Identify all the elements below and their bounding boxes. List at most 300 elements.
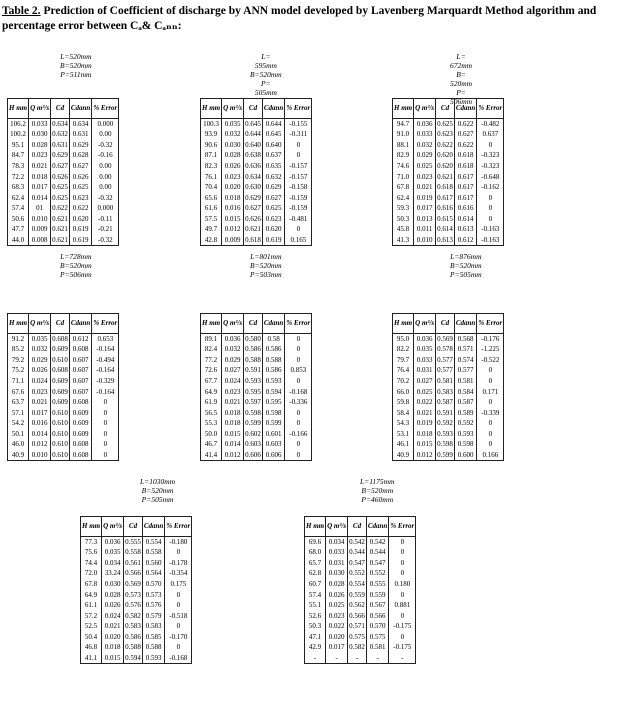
table-row: [201, 214, 312, 225]
table-cell: 53.1: [393, 429, 414, 440]
table-cell: 0.034: [102, 558, 124, 569]
table-cell: 0.606: [262, 450, 284, 461]
table-cell: 0.587: [437, 398, 453, 407]
table-cell: 0.629: [69, 140, 91, 151]
table-cell: 0: [389, 568, 416, 579]
table-cell: 0.635: [262, 161, 284, 172]
table-cell: 0.614: [437, 225, 453, 234]
table-row: [305, 642, 416, 653]
table-cell: 0.583: [437, 387, 453, 396]
table-cell: 0.018: [29, 171, 51, 182]
table-cell: 87.1: [201, 150, 222, 161]
table-row: [201, 193, 312, 204]
table-cell: 0.598: [454, 439, 476, 450]
geometry-parameter: B=520mm: [60, 61, 92, 70]
table-cell: 0.022: [414, 397, 436, 408]
table-cell: 0.609: [52, 345, 68, 354]
geometry-parameter: L=728mm: [60, 252, 92, 261]
table-cell: 0.544: [349, 548, 365, 557]
table-row: [8, 429, 119, 440]
table-cell: 0.617: [454, 171, 476, 182]
table-cell: 0.592: [437, 419, 453, 428]
table-cell: 0.033: [29, 119, 51, 130]
table-cell: 0.542: [366, 537, 388, 548]
table-cell: 0.554: [349, 579, 365, 588]
table-row: [201, 386, 312, 397]
table-cell: 0.619: [69, 224, 91, 235]
table-row: [305, 579, 416, 590]
table-cell: 0.00: [92, 182, 119, 193]
table-cell: 0.010: [414, 235, 436, 246]
table-cell: 0.570: [366, 621, 388, 632]
table-row: [393, 429, 504, 440]
table-cell: -1.225: [477, 344, 504, 355]
table-cell: 0.629: [262, 182, 284, 193]
table-cell: 0: [165, 547, 192, 558]
table-cell: 0.622: [52, 204, 68, 213]
table-cell: 50.3: [393, 214, 414, 225]
table-cell: 0.023: [29, 386, 51, 397]
table-cell: 0.587: [454, 397, 476, 408]
table-cell: 55.3: [201, 418, 222, 429]
table-row: [8, 450, 119, 461]
table-cell: 0: [285, 344, 312, 355]
table-cell: 0.025: [414, 161, 436, 172]
table-row: [8, 365, 119, 376]
table-cell: 0.625: [52, 183, 68, 192]
geometry-parameter: P=506mm: [60, 270, 92, 279]
table-cell: 0.028: [29, 140, 51, 151]
table-cell: 0.033: [326, 547, 348, 558]
table-cell: 0.853: [285, 365, 312, 376]
table-cell: 61.6: [201, 203, 222, 214]
table-cell: 0.028: [102, 589, 124, 600]
table-cell: 61.1: [81, 600, 102, 611]
column-header: Q m³/s: [29, 99, 51, 119]
table-row: [393, 182, 504, 193]
table-cell: 0: [92, 397, 119, 408]
column-header: Cdann: [69, 99, 91, 119]
table-cell: 100.2: [8, 129, 29, 140]
table-cell: 0: [285, 140, 312, 151]
table-row: [305, 558, 416, 569]
table-cell: 0.593: [245, 376, 261, 385]
table-cell: 90.6: [201, 140, 222, 151]
table-cell: 72.2: [8, 171, 29, 182]
table-cell: 0: [165, 600, 192, 611]
column-header: Cd: [244, 99, 263, 119]
table-cell: 0.608: [69, 450, 91, 461]
table-cell: -0.481: [285, 214, 312, 225]
table-cell: 0.581: [366, 642, 388, 653]
table-cell: 0.618: [245, 235, 261, 244]
table-row: [201, 129, 312, 140]
table-cell: 75.6: [81, 547, 102, 558]
table-cell: 0.627: [262, 193, 284, 204]
table-cell: 0.621: [52, 214, 68, 223]
table-row: [393, 171, 504, 182]
table-cell: 0.028: [222, 150, 244, 161]
table-cell: 77.3: [81, 537, 102, 548]
table-cell: 0: [477, 193, 504, 204]
table-cell: 56.5: [201, 408, 222, 419]
column-header: Cdann: [262, 99, 284, 119]
table-cell: 0.554: [142, 537, 164, 548]
table-row: [305, 600, 416, 611]
table-cell: -0.323: [477, 161, 504, 172]
table-cell: 0.609: [52, 376, 68, 385]
table-cell: 0.569: [437, 334, 453, 343]
table-cell: 0.555: [125, 537, 141, 546]
column-header: Cd: [51, 99, 70, 119]
table-cell: 0.032: [29, 344, 51, 355]
table-cell: 0: [477, 397, 504, 408]
table-cell: -: [305, 653, 326, 664]
table-cell: 0.621: [52, 235, 68, 244]
table-cell: 0: [389, 589, 416, 600]
table-cell: 59.3: [393, 203, 414, 214]
table-cell: 0.632: [52, 130, 68, 139]
column-header: Cd: [436, 99, 455, 119]
table-cell: 46.7: [201, 439, 222, 450]
geometry-parameters: [60, 252, 92, 279]
table-cell: 0.578: [437, 345, 453, 354]
table-cell: -0.178: [165, 558, 192, 569]
table-cell: 0.588: [262, 355, 284, 366]
table-cell: 46.1: [393, 439, 414, 450]
table-cell: 0.559: [349, 590, 365, 599]
table-row: [393, 365, 504, 376]
table-row: [201, 140, 312, 151]
column-header: Cd: [244, 314, 263, 334]
table-cell: 0.609: [69, 418, 91, 429]
table-cell: 0.593: [142, 653, 164, 664]
table-cell: 46.0: [8, 439, 29, 450]
geometry-parameters: [60, 52, 92, 79]
table-cell: 0.574: [454, 355, 476, 366]
table-cell: 76.4: [393, 365, 414, 376]
table-cell: -0.339: [477, 408, 504, 419]
table-row: [81, 579, 192, 590]
table-cell: 0.625: [437, 119, 453, 128]
table-cell: 0.588: [125, 643, 141, 652]
table-row: [81, 600, 192, 611]
table-row: [393, 150, 504, 161]
table-cell: 33.24: [102, 568, 124, 579]
table-cell: 65.6: [201, 193, 222, 204]
table-row: [81, 558, 192, 569]
table-row: [305, 653, 416, 664]
geometry-parameter: L=1030mm: [140, 477, 176, 486]
table-cell: 42.9: [305, 642, 326, 653]
table-cell: 0.016: [29, 418, 51, 429]
table-cell: 0: [285, 408, 312, 419]
table-cell: 0.629: [52, 151, 68, 160]
table-cell: 0.610: [52, 355, 68, 364]
table-cell: 0.024: [222, 376, 244, 387]
table-cell: 0: [285, 224, 312, 235]
table-cell: 40.9: [8, 450, 29, 461]
results-table: [392, 313, 504, 461]
table-cell: 0.00: [92, 161, 119, 172]
geometry-parameters: [250, 252, 282, 279]
table-cell: 0.018: [222, 193, 244, 204]
column-header: % Error: [165, 517, 192, 537]
table-row: [81, 642, 192, 653]
table-row: [8, 344, 119, 355]
table-cell: 0.637: [477, 129, 504, 140]
table-cell: 0: [389, 547, 416, 558]
table-cell: 0.566: [349, 611, 365, 620]
table-cell: 0.561: [125, 558, 141, 567]
table-cell: 0.035: [222, 119, 244, 130]
table-cell: -0.175: [389, 621, 416, 632]
table-cell: 0.598: [262, 408, 284, 419]
table-row: [8, 129, 119, 140]
table-cell: 0: [92, 450, 119, 461]
table-header-row: [81, 517, 192, 537]
table-cell: 47.1: [305, 632, 326, 643]
table-cell: 45.8: [393, 224, 414, 235]
table-cell: 60.7: [305, 579, 326, 590]
table-cell: -0.32: [92, 235, 119, 246]
table-cell: 95.1: [8, 140, 29, 151]
table-cell: 0.026: [222, 161, 244, 172]
table-cell: 0.622: [437, 140, 453, 149]
table-cell: 0.012: [29, 439, 51, 450]
table-cell: -0.175: [389, 642, 416, 653]
table-cell: 52.6: [305, 611, 326, 622]
table-row: [8, 439, 119, 450]
column-header: Q m³/s: [414, 99, 436, 119]
table-cell: 0.012: [414, 450, 436, 461]
table-row: [393, 439, 504, 450]
table-cell: 0.621: [245, 225, 261, 234]
table-header-row: [305, 517, 416, 537]
column-header: % Error: [389, 517, 416, 537]
table-cell: 0.634: [245, 172, 261, 181]
geometry-parameter: B=520mm: [450, 261, 482, 270]
table-cell: 0.030: [29, 129, 51, 140]
column-header: Cdann: [69, 314, 91, 334]
table-cell: 0.600: [454, 450, 476, 461]
column-header: Cdann: [262, 314, 284, 334]
table-cell: 0.026: [102, 600, 124, 611]
table-cell: 0.640: [262, 140, 284, 151]
table-cell: 0.609: [69, 408, 91, 419]
table-row: [81, 653, 192, 664]
column-header: Q m³/s: [222, 99, 244, 119]
table-cell: 0.018: [222, 408, 244, 419]
table-cell: 0.035: [414, 344, 436, 355]
column-header: Cd: [51, 314, 70, 334]
table-cell: -0.168: [285, 386, 312, 397]
table-cell: 91.2: [8, 334, 29, 345]
column-header: H mm: [305, 517, 326, 537]
table-row: [8, 397, 119, 408]
table-header-row: [393, 314, 504, 334]
table-cell: 77.2: [201, 355, 222, 366]
table-cell: 0.628: [69, 150, 91, 161]
table-cell: 0.560: [142, 558, 164, 569]
table-cell: 0.593: [454, 429, 476, 440]
table-cell: 0.566: [366, 611, 388, 622]
table-cell: 0.008: [29, 235, 51, 246]
table-cell: 0.620: [262, 224, 284, 235]
table-cell: 0.028: [326, 579, 348, 590]
table-cell: 54.3: [393, 418, 414, 429]
table-cell: 0.027: [222, 365, 244, 376]
results-table: [200, 98, 312, 246]
column-header: H mm: [8, 99, 29, 119]
table-cell: 0.016: [222, 203, 244, 214]
table-cell: 62.4: [393, 193, 414, 204]
table-cell: 0.581: [454, 376, 476, 387]
table-row: [393, 355, 504, 366]
table-cell: 0.610: [52, 450, 68, 459]
table-cell: 0.631: [52, 140, 68, 149]
table-cell: 0.017: [326, 642, 348, 653]
table-cell: 0.023: [29, 150, 51, 161]
table-cell: 74.4: [81, 558, 102, 569]
table-cell: 52.5: [81, 621, 102, 632]
table-cell: 0.638: [245, 151, 261, 160]
table-cell: 0.00: [92, 171, 119, 182]
geometry-parameter: P=505mm: [450, 270, 482, 279]
geometry-parameter: P=505mm: [141, 495, 174, 504]
table-cell: 0.584: [454, 386, 476, 397]
table-cell: 50.4: [81, 632, 102, 643]
geometry-parameter: L=1175mm: [360, 477, 395, 486]
column-header: H mm: [201, 99, 222, 119]
table-row: [8, 140, 119, 151]
table-cell: 61.9: [201, 397, 222, 408]
table-row: [201, 203, 312, 214]
column-header: % Error: [92, 99, 119, 119]
table-row: [8, 418, 119, 429]
table-row: [393, 193, 504, 204]
column-header: H mm: [201, 314, 222, 334]
table-row: [393, 418, 504, 429]
table-cell: 0: [285, 450, 312, 461]
table-cell: 0.568: [454, 334, 476, 345]
table-cell: 0.591: [245, 366, 261, 375]
table-cell: 0.00: [92, 129, 119, 140]
table-cell: 0.014: [29, 193, 51, 204]
table-cell: 0.618: [454, 150, 476, 161]
table-row: [81, 547, 192, 558]
table-cell: 0.613: [437, 235, 453, 244]
table-row: [201, 334, 312, 345]
table-cell: 0.599: [437, 450, 453, 459]
table-row: [8, 224, 119, 235]
table-cell: 0.023: [414, 171, 436, 182]
table-cell: 0: [165, 621, 192, 632]
column-header: Q m³/s: [414, 314, 436, 334]
results-table: [200, 313, 312, 461]
table-row: [201, 376, 312, 387]
table-cell: 50.3: [305, 621, 326, 632]
column-header: H mm: [81, 517, 102, 537]
table-cell: 50.1: [8, 429, 29, 440]
table-row: [8, 161, 119, 172]
table-cell: 0.542: [349, 537, 365, 546]
table-cell: 0.613: [454, 224, 476, 235]
table-cell: 63.7: [8, 397, 29, 408]
table-row: [8, 171, 119, 182]
table-cell: 0.640: [245, 140, 261, 149]
table-cell: 0.598: [437, 440, 453, 449]
table-cell: 0: [477, 429, 504, 440]
table-cell: 76.1: [201, 171, 222, 182]
table-cell: 0.618: [454, 161, 476, 172]
column-header: Cd: [348, 517, 367, 537]
table-row: [8, 334, 119, 345]
table-cell: 0.018: [414, 429, 436, 440]
table-cell: -0.157: [285, 161, 312, 172]
table-cell: 0.036: [414, 334, 436, 345]
table-cell: 0.607: [69, 376, 91, 387]
table-cell: 0: [165, 589, 192, 600]
table-cell: 0.576: [142, 600, 164, 611]
geometry-parameter: P=511mm: [60, 70, 92, 79]
table-cell: 0.571: [349, 622, 365, 631]
column-header: H mm: [393, 99, 414, 119]
table-cell: 0.014: [29, 429, 51, 440]
table-cell: 01: [29, 203, 51, 214]
table-cell: 0.623: [69, 193, 91, 204]
column-header: % Error: [477, 99, 504, 119]
table-cell: 0.014: [222, 439, 244, 450]
table-row: [393, 214, 504, 225]
table-cell: 0.030: [102, 579, 124, 590]
table-row: [8, 150, 119, 161]
table-row: [201, 182, 312, 193]
column-header: % Error: [92, 314, 119, 334]
table-cell: 0.036: [102, 537, 124, 548]
table-cell: 62.8: [305, 568, 326, 579]
table-cell: -0.164: [92, 365, 119, 376]
table-cell: 0.544: [366, 547, 388, 558]
table-cell: 0.595: [245, 387, 261, 396]
table-cell: 0: [389, 611, 416, 622]
table-cell: 0.625: [52, 193, 68, 202]
table-cell: 0.027: [414, 376, 436, 387]
table-cell: 0.000: [92, 119, 119, 130]
table-cell: 0.594: [262, 386, 284, 397]
table-cell: 0: [389, 558, 416, 569]
table-cell: -0.170: [165, 632, 192, 643]
table-cell: 0.585: [142, 632, 164, 643]
table-cell: -0.164: [92, 344, 119, 355]
table-cell: 0.636: [245, 161, 261, 170]
table-header-row: [8, 314, 119, 334]
table-cell: 0.582: [349, 643, 365, 652]
table-cell: 0.599: [262, 418, 284, 429]
table-cell: 0.033: [414, 129, 436, 140]
table-row: [8, 376, 119, 387]
table-cell: 0.017: [414, 203, 436, 214]
table-cell: 0.583: [142, 621, 164, 632]
table-cell: 0.180: [389, 579, 416, 590]
table-cell: 0.634: [69, 119, 91, 130]
table-cell: 0.589: [454, 408, 476, 419]
table-cell: 0.612: [454, 235, 476, 246]
table-cell: -0.176: [477, 334, 504, 345]
table-cell: 0.599: [245, 419, 261, 428]
table-cell: 0.555: [366, 579, 388, 590]
table-cell: 0: [92, 429, 119, 440]
